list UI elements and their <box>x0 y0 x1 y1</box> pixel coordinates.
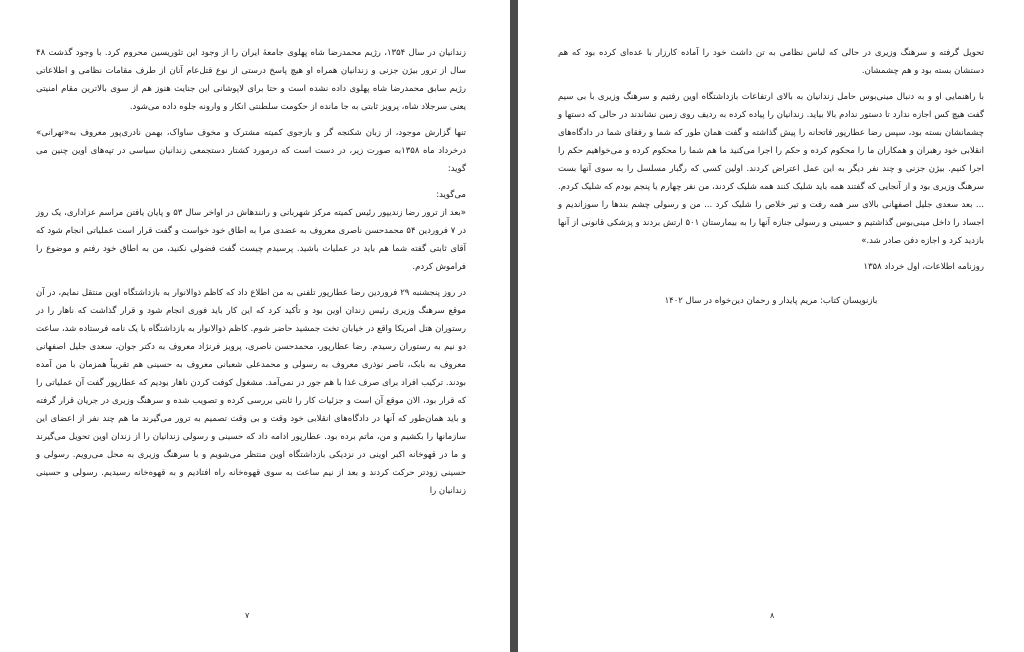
paragraph: با راهنمایی او و به دنبال مینی‌بوس حامل زندانیان به بالای ارتفاعات بازداشتگاه اوین رفتیم و سرهنگ وزیری با بی سیم گفت هیچ کس اجازه ندارد تا دستور ندادم بالا بیاید. زندانیان را پیاده کرده به ردیف روی زمین نشاندند در حالی که دستها و چشمانشان بسته بود، سپس رضا عطارپور فاتحانه را پیش گذاشته و گفت همان طور که شما و رفقای شما در دادگاه‌های انقلابی خود رهبران و همکاران ما را محکوم کرده و حکم را اجرا می‌کنید ما هم شما را محکوم کرده و می‌خواهیم حکم را اجرا کنیم. بیژن جزنی و چند نفر دیگر به این عمل اعتراض کردند. اولین کسی که رگبار مسلسل را به سوی آنها بست سرهنگ وزیری بود و از آنجایی که گفتند همه باید شلیک کنند همه شلیک کردند، من نفر چهارم یا پنجم بودم که شلیک کردم. ... بعد سعدی جلیل اصفهانی بالای سر همه رفت و تیر خلاص را شلیک کرد ... من و رسولی چشم بندها را سوزاندیم و اجساد را داخل مینی‌بوس گذاشتیم و حسینی و رسولی جنازه آنها را به بیمارستان ۵۰۱ ارتش بردند و پزشکی قانونی از آنها بازدید کرد و اجازه دفن صادر شد.» <box>558 92 984 246</box>
quote-intro: می‌گوید: <box>436 190 466 200</box>
page-gutter <box>510 0 518 652</box>
page-right <box>518 0 1024 652</box>
source-citation: روزنامه اطلاعات، اول خرداد ۱۳۵۸ <box>863 262 984 272</box>
paragraph: تحویل گرفته و سرهنگ وزیری در حالی که لباس نظامی به تن داشت خود را آماده کارزار با عده‌ای کرده بود که هم دستشان بسته بود و هم چشمشان. <box>558 48 984 76</box>
book-credits: بازنویسان کتاب: مریم پایدار و رحمان دین‌خواه در سال ۱۴۰۲ <box>664 296 878 306</box>
page-number: ۷ <box>245 611 250 620</box>
page-left <box>0 0 510 652</box>
paragraph: تنها گزارش موجود، از زبان شکنجه گر و بازجوی کمیته مشترک و مخوف ساواک، بهمن نادری‌پور معروف به«تهرانی» درخرداد ماه ۱۳۵۸به صورت زیر، در دست است که درمورد کشتار دستجمعی زندانیان سیاسی در تپه‌های اوین چنین می گوید: <box>36 128 466 174</box>
paragraph: زندانیان در سال ۱۳۵۴، رژیم محمدرضا شاه پهلوی جامعهٔ ایران را از وجود این تئوریسین محروم کرد. با وجود گذشت ۴۸ سال از ترور بیژن جزنی و زندانیان همراه او هیچ پاسخ درستی از نوع قتل‌عام آنان از طرف مقامات نظامی و اطلاعاتی رژیم سابق محمدرضا شاه پهلوی داده نشده است و حتا برای لاپوشانی این جنایت هنوز هم از سوی بالاترین مقام امنیتی یعنی سرجلاد شاه، پرویز ثابتی به جا مانده از حکومت سلطنتی انکار و وارونه جلوه داده می‌شود. <box>36 48 466 112</box>
page-number: ۸ <box>770 611 775 620</box>
paragraph: در روز پنجشنبه ۲۹ فروردین رضا عطارپور تلفنی به من اطلاع داد که کاظم ذوالانوار به بازداشتگاه اوین منتقل نمایم، در آن موقع سرهنگ وزیری رئیس زندان اوین بود و تأکید کرد که این کار باید فوری انجام شود و قرار گذاشت که ناهار را در رستوران هتل امریکا واقع در خیابان تخت جمشید حاضر شوم. کاظم ذوالانوار به بازداشتگاه با یک نامه فرستاده شد، ساعت دو نیم به رستوران رسیدم. رضا عطارپور، محمدحسن ناصری، پرویز فرنژاد معروف به دکتر جوان، سعدی جلیل اصفهانی معروف به بابک، ناصر نوذری معروف به رسولی و محمدعلی شعبانی معروف به حسینی هم تقریباً همزمان با من آمده بودند. ترکیب افراد برای صرف غذا با هم جور در نمی‌آمد. مشغول کوفت کردن ناهار بودیم که عطارپور گفت آن عملیاتی را که قرار بود، الان موقع آن است و جزئیات کار را ثابتی بررسی کرده و تصویب شده و سرهنگ وزیری در جریان قرار گرفته و باید همان‌طور که آنها در دادگاه‌های انقلابی خود وقت و بی وقت تصمیم به ترور می‌گیرند ما هم چند نفر از اعضای این سازمانها را بکشیم و من، ماتم برده بود. عطارپور ادامه داد که حسینی و رسولی زندانیان را از زندان اوین تحویل می‌گیرند و ما در قهوخانه اکبر اوینی در نزدیکی بازداشتگاه اوین منتظر می‌شویم و با سرهنگ وزیری به محل می‌رویم. رسولی و حسینی زودتر حرکت کردند و بعد از نیم ساعت به سوی قهوه‌خانه راه افتادیم و به قهوه‌خانه رسیدیم. رسولی و حسینی زندانیان را <box>36 288 466 496</box>
paragraph: «بعد از ترور رضا زندیپور رئیس کمیته مرکز شهربانی و رانندهاش در اواخر سال ۵۳ و پایان یافتن مراسم عزاداری، یک روز در ۷ فروردین ۵۴ محمدحسن ناصری معروف به عضدی مرا به اطاق خود خواست و گفت قرار است عملیاتی انجام شود که آقای ثابتی گفته شما هم باید در عملیات باشید. پرسیدم چیست گفت فضولی نکنید، من به اطاق خود رفتم و موضوع را فراموش کردم. <box>36 208 466 272</box>
